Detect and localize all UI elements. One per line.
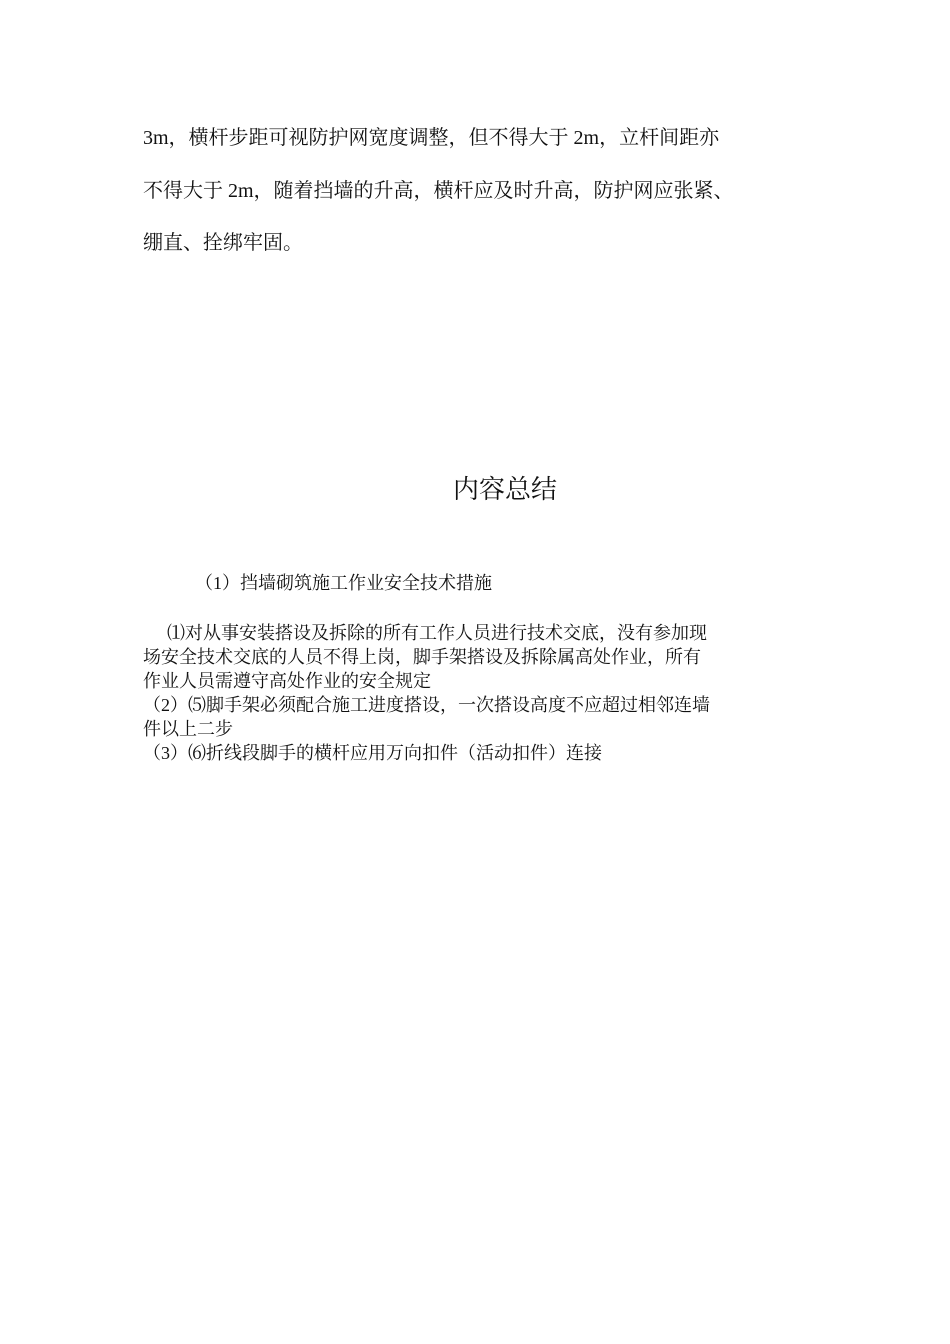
summary-line-6: （3）⑹折线段脚手的横杆应用万向扣件（活动扣件）连接	[143, 743, 602, 763]
summary-line-4: （2）⑸脚手架必须配合施工进度搭设，一次搭设高度不应超过相邻连墙	[143, 695, 710, 715]
summary-title: 内容总结	[452, 475, 557, 505]
summary-body	[143, 621, 803, 765]
summary-subheading: （1）挡墙砌筑施工作业安全技术措施	[195, 573, 492, 593]
summary-line-1: ⑴对从事安装搭设及拆除的所有工作人员进行技术交底，没有参加现	[167, 623, 707, 643]
summary-line-5: 件以上二步	[143, 719, 233, 739]
paragraph-line-3: 绷直、拴绑牢固。	[143, 232, 303, 254]
summary-line-3: 作业人员需遵守高处作业的安全规定	[143, 671, 431, 691]
paragraph-line-1: 3m，横杆步距可视防护网宽度调整，但不得大于 2m，立杆间距亦	[143, 127, 720, 149]
paragraph-line-2: 不得大于 2m，随着挡墙的升高，横杆应及时升高，防护网应张紧、	[143, 180, 734, 202]
summary-line-2: 场安全技术交底的人员不得上岗，脚手架搭设及拆除属高处作业，所有	[143, 647, 701, 667]
